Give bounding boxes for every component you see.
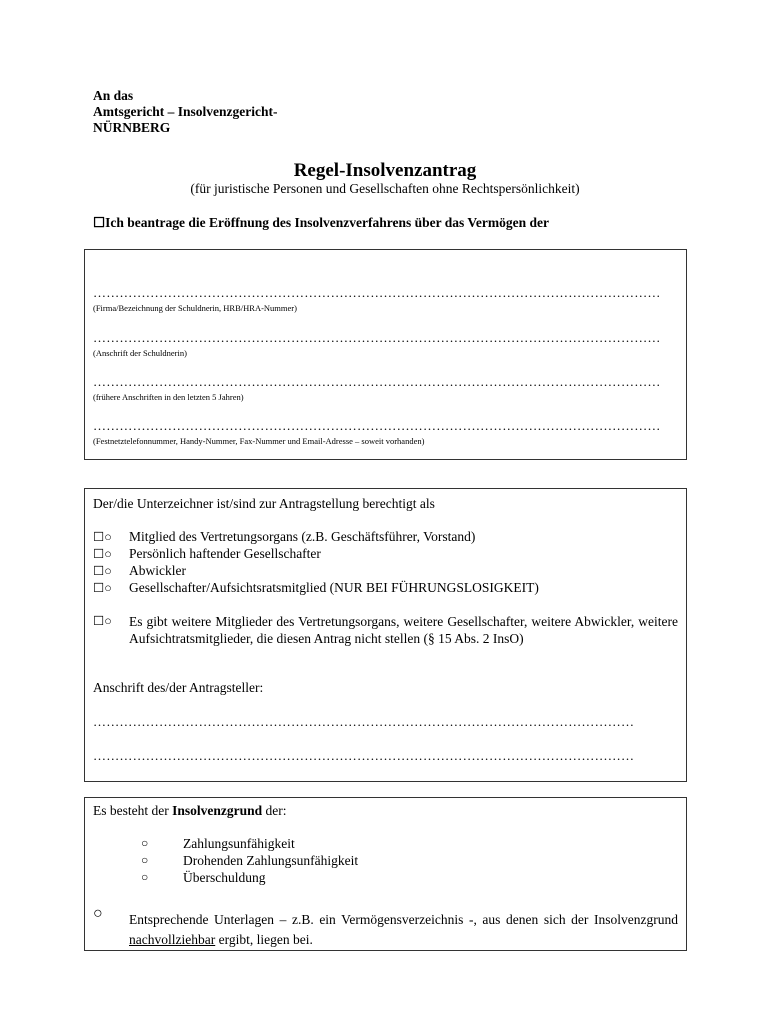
grounds-intro-prefix: Es besteht der <box>93 803 173 818</box>
request-line[interactable] <box>93 215 549 231</box>
further-members-checkbox[interactable]: ☐○ <box>93 614 112 628</box>
signer-option-2-checkbox[interactable]: ☐○ <box>93 547 112 561</box>
signer-option-4-checkbox[interactable]: ☐○ <box>93 581 112 595</box>
ueberschuldung-radio[interactable]: ○ <box>141 870 149 884</box>
grounds-intro <box>93 803 287 819</box>
signer-option-2-label: Persönlich haftender Gesellschafter <box>129 546 321 561</box>
signer-option-1-label: Mitglied des Vertretungsorgans (z.B. Geschäftsführer, Vorstand) <box>129 529 476 544</box>
firma-caption: (Firma/Bezeichnung der Schuldnerin, HRB/HRA-Nummer) <box>93 303 297 313</box>
kontakt-caption: (Festnetztelefonnummer, Handy-Nummer, Fax-Nummer und Email-Adresse – soweit vorhanden) <box>93 436 425 446</box>
debtor-box <box>84 249 687 460</box>
firma-field[interactable]: ………………………………………………………………………………………………………………… <box>93 285 661 300</box>
fruehere-anschrift-field[interactable]: ………………………………………………………………………………………………………………… <box>93 374 661 389</box>
documents-text-suffix: ergibt, liegen bei. <box>215 932 313 947</box>
address-line-3: NÜRNBERG <box>93 120 171 135</box>
drohende-zahlungsunfaehigkeit-radio[interactable]: ○ <box>141 853 149 867</box>
fruehere-anschrift-caption: (frühere Anschriften in den letzten 5 Jahren) <box>93 392 244 402</box>
signer-heading: Der/die Unterzeichner ist/sind zur Antragstellung berechtigt als <box>93 496 435 511</box>
signer-box <box>84 488 687 782</box>
signer-option-4-label: Gesellschafter/Aufsichtsratsmitglied (NUR BEI FÜHRUNGSLOSIGKEIT) <box>129 580 539 595</box>
applicant-address-label: Anschrift des/der Antragsteller: <box>93 680 264 695</box>
ueberschuldung-label: Überschuldung <box>183 870 266 885</box>
zahlungsunfaehigkeit-label: Zahlungsunfähigkeit <box>183 836 295 851</box>
further-members-text: Es gibt weitere Mitglieder des Vertretungsorgans, weitere Gesellschafter, weitere Abwickler, weitere Aufsichtratsmitglieder, die diesen Antrag nicht stellen (§ 15 Abs. 2 InsO) <box>129 614 678 646</box>
grounds-intro-bold: Insolvenzgrund <box>172 803 263 818</box>
address-line-2: Amtsgericht – Insolvenzgericht- <box>93 104 278 119</box>
grounds-intro-suffix: der: <box>262 803 287 818</box>
zahlungsunfaehigkeit-radio[interactable]: ○ <box>141 836 149 850</box>
signer-option-1-checkbox[interactable]: ☐○ <box>93 530 112 544</box>
documents-text-underlined: nachvollziehbar <box>129 932 216 947</box>
request-checkbox[interactable]: ☐ <box>93 215 106 230</box>
document-title: Regel-Insolvenzantrag <box>293 160 477 181</box>
signer-option-3-checkbox[interactable]: ☐○ <box>93 564 112 578</box>
anschrift-field[interactable]: ………………………………………………………………………………………………………………… <box>93 330 661 345</box>
kontakt-field[interactable]: ………………………………………………………………………………………………………………… <box>93 418 661 433</box>
request-text: Ich beantrage die Eröffnung des Insolvenzverfahrens über das Vermögen der <box>105 215 549 230</box>
documents-text-prefix: Entsprechende Unterlagen – z.B. ein Vermögensverzeichnis -, aus denen sich der Insolvenzgrund <box>129 912 678 927</box>
court-address <box>93 88 277 136</box>
documents-radio[interactable]: ○ <box>93 905 103 922</box>
grounds-box <box>84 797 687 951</box>
address-line-1: An das <box>93 88 134 103</box>
applicant-address-field-2[interactable]: …………………………………………………………………………………………………………… <box>93 748 635 763</box>
documents-text <box>129 910 678 950</box>
document-subtitle: (für juristische Personen und Gesellschaften ohne Rechtspersönlichkeit) <box>190 181 580 196</box>
drohende-zahlungsunfaehigkeit-label: Drohenden Zahlungsunfähigkeit <box>183 853 359 868</box>
applicant-address-field-1[interactable]: …………………………………………………………………………………………………………… <box>93 714 635 729</box>
signer-option-3-label: Abwickler <box>129 563 186 578</box>
anschrift-caption: (Anschrift der Schuldnerin) <box>93 348 187 358</box>
